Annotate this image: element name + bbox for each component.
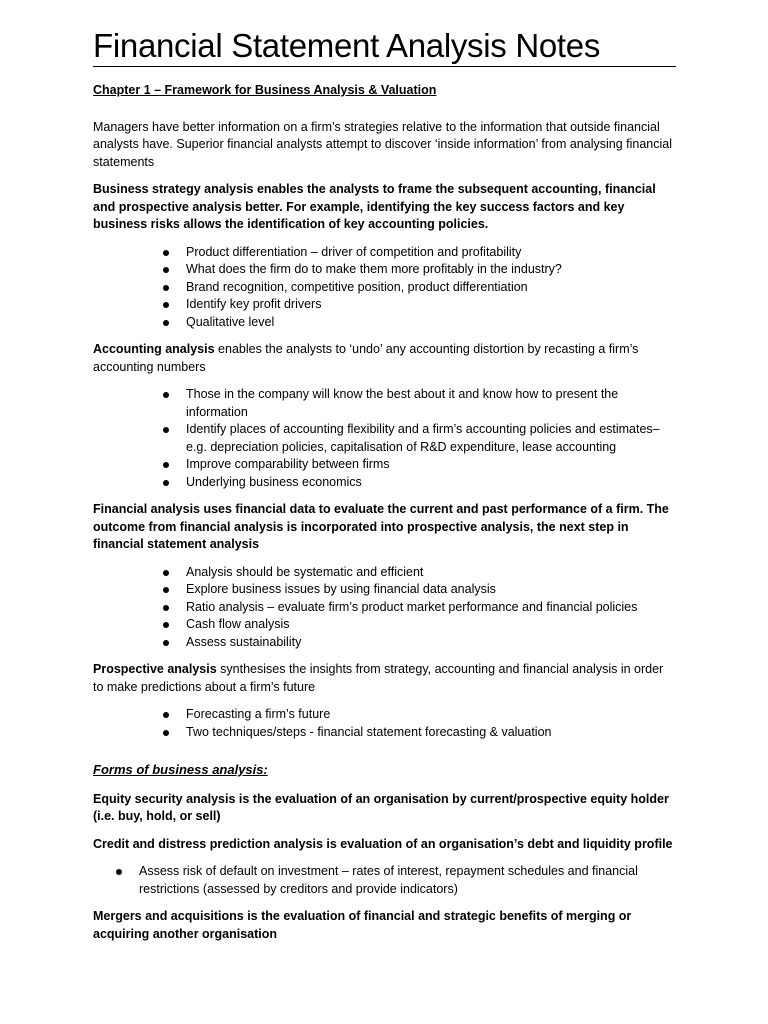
business-strategy-text: Business strategy analysis enables the analysts to frame the subsequent accounting, financial and prospective analysis better. For example, identifying the key success factors and key business risks allows the identification of key accounting policies. [93, 182, 656, 231]
title-underline [93, 66, 676, 67]
list-item: Assess risk of default on investment – rates of interest, repayment schedules and financial restrictions (assessed by creditors and provide indicators) [93, 863, 673, 898]
bullet-icon [163, 267, 169, 273]
bullet-icon [116, 869, 122, 875]
equity-paragraph [93, 791, 673, 826]
intro-paragraph: Managers have better information on a firm’s strategies relative to the information that outside financial analysts have. Superior financial analysts attempt to discover ‘inside information’ from analysing financial statements [93, 119, 672, 169]
bullet-icon [163, 730, 169, 736]
list-item: Underlying business economics [93, 474, 673, 492]
list-item: What does the firm do to make them more profitably in the industry? [93, 261, 673, 279]
bullet-icon [163, 605, 169, 611]
prospective-text: synthesises the insights from strategy, accounting and financial analysis in order to make predictions about a firm’s future [93, 662, 664, 694]
list-item: Explore business issues by using financial data analysis [93, 581, 673, 599]
bullet-icon [163, 640, 169, 646]
bullet-icon [163, 250, 169, 256]
chapter-heading: Chapter 1 – Framework for Business Analysis & Valuation [93, 83, 437, 97]
list-item: Those in the company will know the best about it and know how to present the information [93, 386, 673, 421]
accounting-text: enables the analysts to ‘undo’ any accounting distortion by recasting a firm’s accounting numbers [93, 342, 639, 374]
prospective-lead: Prospective analysis [93, 662, 217, 676]
bullet-icon [163, 570, 169, 576]
list-item: Product differentiation – driver of competition and profitability [93, 244, 673, 262]
accounting-lead: Accounting analysis [93, 342, 215, 356]
equity-text: Equity security analysis is the evaluation of an organisation by current/prospective equity holder (i.e. buy, hold, or sell) [93, 791, 669, 823]
bullet-icon [163, 712, 169, 718]
bullet-icon [163, 392, 169, 398]
list-item: Forecasting a firm’s future [93, 706, 673, 724]
list-item: Cash flow analysis [93, 616, 673, 634]
credit-paragraph [93, 836, 673, 854]
bullet-icon [163, 480, 169, 486]
document-body [93, 82, 673, 953]
list-item: Brand recognition, competitive position, product differentiation [93, 279, 673, 297]
list-item: Qualitative level [93, 314, 673, 332]
forms-heading: Forms of business analysis: [93, 762, 268, 777]
bullet-icon [163, 587, 169, 593]
list-item: Identify places of accounting flexibility and a firm’s accounting policies and estimates– e.g. depreciation policies, capitalisation of R&D expenditure, lease accounting [93, 421, 673, 456]
bullet-icon [163, 622, 169, 628]
bullet-icon [163, 462, 169, 468]
accounting-paragraph [93, 341, 673, 376]
financial-text: Financial analysis uses financial data to evaluate the current and past performance of a firm. The outcome from financial analysis is incorporated into prospective analysis, the next step in financial statement analysis [93, 502, 669, 551]
list-item: Analysis should be systematic and efficient [93, 564, 673, 582]
bullet-icon [163, 427, 169, 433]
bullet-icon [163, 320, 169, 326]
credit-list [93, 863, 673, 898]
financial-list [93, 564, 673, 652]
business-strategy-list [93, 244, 673, 332]
accounting-list [93, 386, 673, 491]
credit-text: Credit and distress prediction analysis is evaluation of an organisation’s debt and liquidity profile [93, 836, 673, 851]
bullet-icon [163, 302, 169, 308]
prospective-list [93, 706, 673, 741]
mergers-paragraph [93, 908, 673, 943]
list-item: Two techniques/steps - financial statement forecasting & valuation [93, 724, 673, 742]
financial-paragraph [93, 501, 673, 554]
list-item: Improve comparability between firms [93, 456, 673, 474]
list-item: Identify key profit drivers [93, 296, 673, 314]
business-strategy-paragraph [93, 181, 673, 234]
page-title: Financial Statement Analysis Notes [93, 27, 601, 64]
list-item: Assess sustainability [93, 634, 673, 652]
prospective-paragraph [93, 661, 673, 696]
mergers-text: Mergers and acquisitions is the evaluation of financial and strategic benefits of merging or acquiring another organisation [93, 909, 632, 941]
list-item: Ratio analysis – evaluate firm’s product market performance and financial policies [93, 599, 673, 617]
bullet-icon [163, 285, 169, 291]
